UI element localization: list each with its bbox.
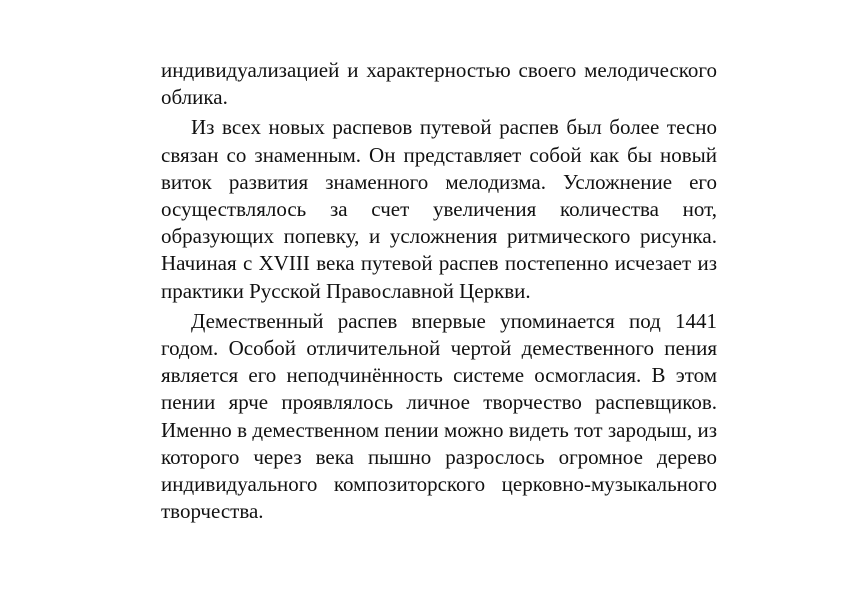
- paragraph-continuation: индивидуализацией и характерностью своего мелодического облика.: [161, 58, 717, 110]
- paragraph-demestvenny-raspev: Демественный распев впервые упоминается под 1441 годом. Особой отличительной чертой демественного пения является его неподчинённость системе осмогласия. В этом пении ярче проявлялось личное творчество распевщиков. Именно в демественном пении можно видеть тот зародыш, из которого через века пышно разрослось огромное дерево индивидуального композиторского церковно-музыкального творчества.: [161, 308, 717, 524]
- paragraph-putevoy-raspev: Из всех новых распевов путевой распев был более тесно связан со знаменным. Он представляет собой как бы новый виток развития знаменного мелодизма. Усложнение его осуществлялось за счет увеличения количества нот, образующих попевку, и усложнения ритмического рисунка. Начиная с XVIII века путевой распев постепенно исчезает из практики Русской Православной Церкви.: [161, 115, 717, 303]
- body-text: [161, 57, 717, 525]
